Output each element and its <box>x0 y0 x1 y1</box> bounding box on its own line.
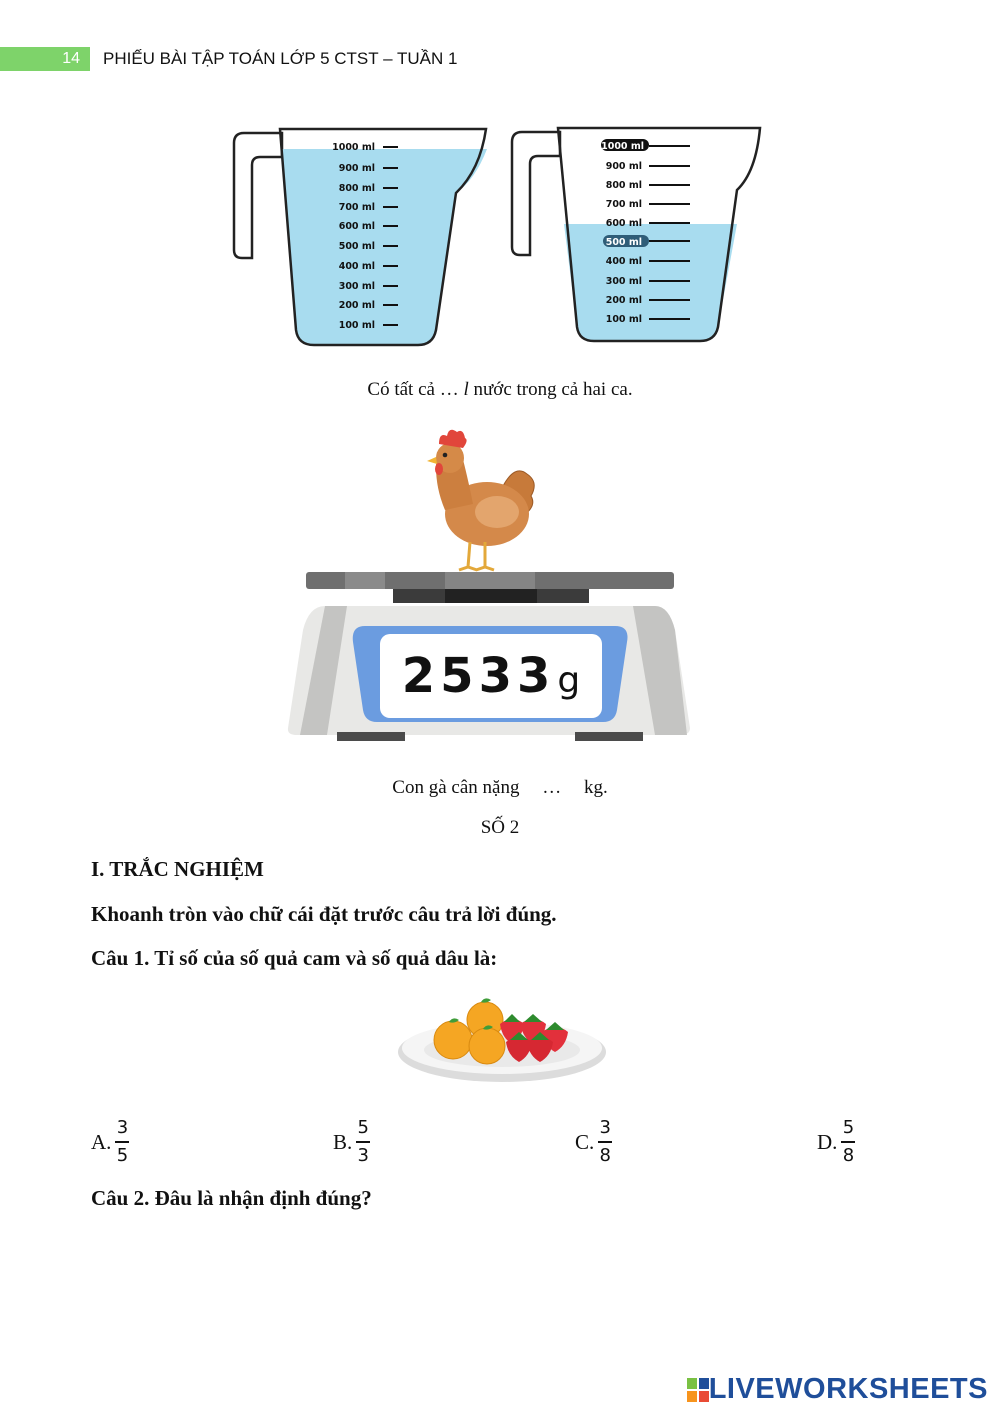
header-title: PHIẾU BÀI TẬP TOÁN LỚP 5 CTST – TUẦN 1 <box>103 49 458 68</box>
jug-left-label: 100 ml <box>338 320 375 331</box>
scale-display <box>380 634 602 718</box>
logo-text: LIVEWORKSHEETS <box>708 1373 988 1405</box>
jug-right-label: 600 ml <box>605 218 642 229</box>
jug-left-label: 200 ml <box>338 300 375 311</box>
section-label: SỐ 2 <box>480 817 520 838</box>
option-c[interactable]: C. $\frac{3}{8}$ <box>575 1117 611 1166</box>
jug-left-label: 600 ml <box>338 221 375 232</box>
jug-right-label: 500 ml <box>605 237 642 248</box>
jug-right-label: 400 ml <box>605 256 642 267</box>
jug-left-label: 800 ml <box>338 183 375 194</box>
jug-right-label: 900 ml <box>605 161 642 172</box>
jug-right-label: 200 ml <box>605 295 642 306</box>
liveworksheets-logo <box>687 1373 988 1406</box>
option-b[interactable]: B. $\frac{5}{3}$ <box>333 1117 369 1166</box>
jug-left-label: 300 ml <box>338 281 375 292</box>
logo-icon <box>687 1378 709 1402</box>
measuring-jug-left <box>230 125 495 350</box>
measuring-jug-right <box>508 122 768 347</box>
jug-left-label: 500 ml <box>338 241 375 252</box>
instruction: Khoanh tròn vào chữ cái đặt trước câu trả lời đúng. <box>91 902 557 926</box>
fraction: $\frac{5}{3}$ <box>357 1117 369 1166</box>
jug-left-label: 400 ml <box>338 261 375 272</box>
jug-right-label: 700 ml <box>605 199 642 210</box>
jug-right-label: 300 ml <box>605 276 642 287</box>
question-1: Câu 1. Tỉ số của số quả cam và số quả dâu là: <box>91 946 498 970</box>
jug-right-label: 800 ml <box>605 180 642 191</box>
jug-left-label: 1000 ml <box>332 142 375 153</box>
page-number: 14 <box>0 47 90 71</box>
scale-unit: g <box>557 659 581 701</box>
jug-left-label: 900 ml <box>338 163 375 174</box>
jug-left-label: 700 ml <box>338 202 375 213</box>
water-caption: Có tất cả … l nước trong cả hai ca. <box>367 379 633 400</box>
chicken-illustration <box>415 424 540 576</box>
scale-reading: 2533 <box>401 648 556 704</box>
fraction: $\frac{5}{8}$ <box>842 1117 855 1166</box>
fraction: $\frac{3}{8}$ <box>599 1117 611 1166</box>
fraction: $\frac{3}{5}$ <box>116 1117 129 1166</box>
fruit-plate-illustration <box>396 996 608 1088</box>
jug-right-label: 100 ml <box>605 314 642 325</box>
option-d[interactable]: D. $\frac{5}{8}$ <box>817 1117 855 1166</box>
option-a[interactable]: A. $\frac{3}{5}$ <box>91 1117 129 1166</box>
page-header <box>0 47 1000 71</box>
question-2: Câu 2. Đâu là nhận định đúng? <box>91 1186 372 1210</box>
part-heading: I. TRẮC NGHIỆM <box>91 857 264 881</box>
jug-right-label: 1000 ml <box>601 141 644 152</box>
chicken-caption: Con gà cân nặng … kg. <box>392 777 608 798</box>
